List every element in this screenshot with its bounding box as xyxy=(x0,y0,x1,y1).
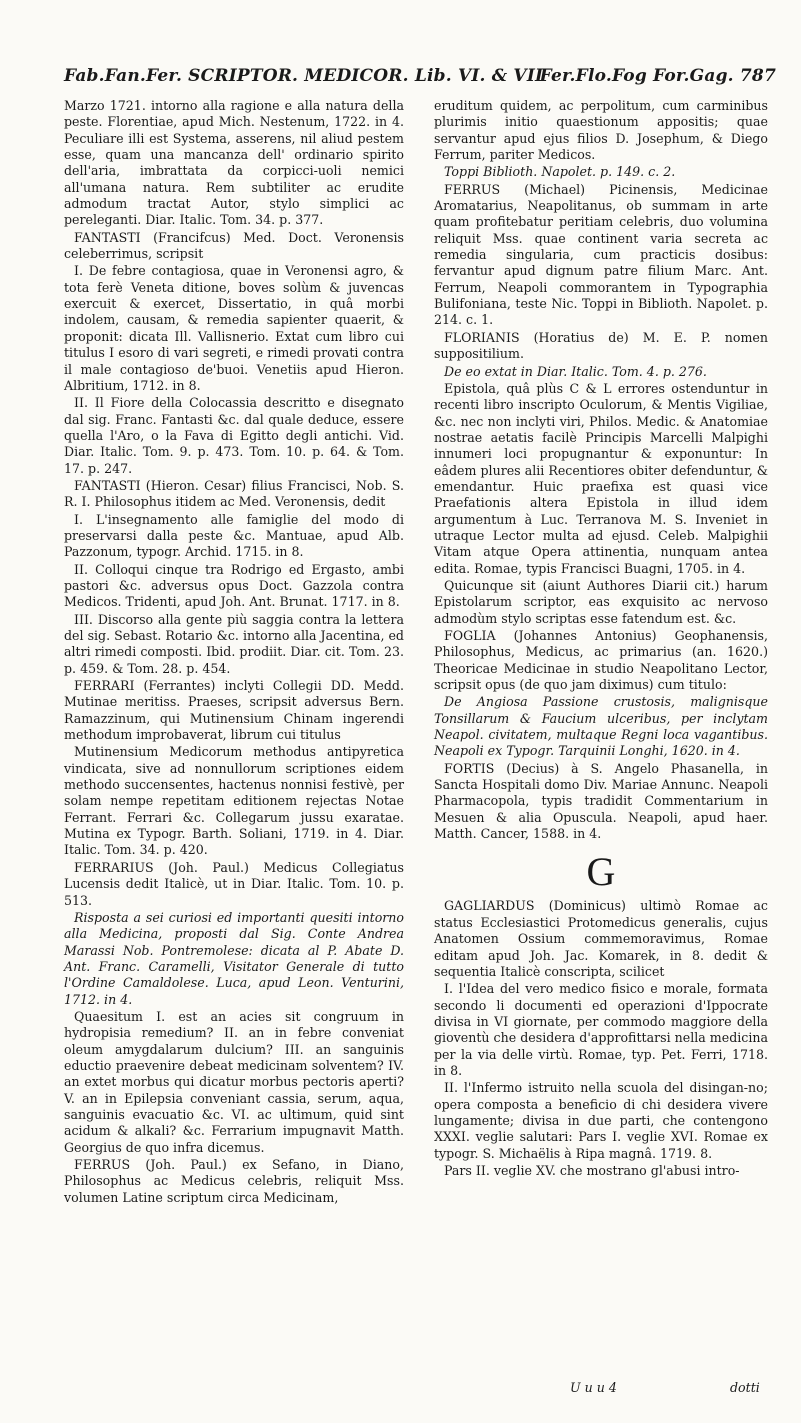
entry-16: Toppi Biblioth. Napolet. p. 149. c. 2. xyxy=(444,164,676,180)
signature-mark: U u u 4 xyxy=(570,1380,617,1395)
entry-25: GAGLIARDUS (Dominicus) ultimò Romae ac status Ecclesiastici Protomedicus generalis, cujus Anatomen Ossium commemoravimus, Romae editam apud Joh. Jac. Komarek, in 8. dedit & sequentia Italicè conscripta, scilicet xyxy=(434,898,768,979)
entry-9: FERRARI (Ferrantes) inclyti Collegii DD. Medd. Mutinae meritiss. Praeses, scripsit adversus Bern. Ramazzinum, qui Mutinensium Chinam ingerendi methodum improbaverat, librum cui titulus xyxy=(64,678,404,743)
entry-19: De eo extat in Diar. Italic. Tom. 4. p. 276. xyxy=(444,363,707,379)
left-column xyxy=(64,98,404,1207)
entry-28: Pars II. veglie XV. che mostrano gl'abusi intro- xyxy=(444,1162,740,1178)
entry-6: I. L'insegnamento alle famiglie del modo di preservarsi dalla peste &c. Mantuae, apud Alb. Pazzonum, typogr. Archid. 1715. in 8. xyxy=(64,511,404,560)
entry-15: eruditum quidem, ac perpolitum, cum carminibus plurimis initio quaestionum appositis; quae servantur apud ejus filios D. Josephum, & Diego Ferrum, pariter Medicos. xyxy=(434,98,768,163)
entry-3: I. De febre contagiosa, quae in Veronensi agro, & tota ferè Veneta ditione, boves solùm & juvencas exercuit & exercet, Dissertatio, in quâ morbi indolem, causam, & remedia sapienter quaerit, & proponit: dicata Ill. Vallisnerio. Extat cum libro cui titulus I esoro di vari segreti, e rimedi provati contra il male contagioso de'buoi. Venetiis apud Hieron. Albritium, 1712. in 8. xyxy=(64,263,404,393)
running-header xyxy=(64,66,784,96)
entry-5: FANTASTI (Hieron. Cesar) filius Francisci, Nob. S. R. I. Philosophus itidem ac Med. Veronensis, dedit xyxy=(64,477,404,510)
section-letter: G xyxy=(586,849,616,895)
entry-14: FERRUS (Joh. Paul.) ex Sefano, in Diano, Philosophus ac Medicus celebris, reliquit Mss. volumen Latine scriptum circa Medicinam, xyxy=(64,1157,404,1205)
entry-17: FERRUS (Michael) Picinensis, Medicinae Aromatarius, Neapolitanus, ob summam in arte quam profitebatur peritiam celebris, duo volumina reliquit Mss. quae continent varia secreta ac remedia singularia, cum practicis dosibus: fervantur apud dignum patre filium Marc. Ant. Ferrum, Neapoli commorantem in Typographia Bulifoniana, teste Nic. Toppi in Biblioth. Napolet. p. 214. c. 1. xyxy=(434,181,768,328)
entry-2: FANTASTI (Francifcus) Med. Doct. Veronensis celeberrimus, scripsit xyxy=(64,229,404,262)
right-column xyxy=(434,98,768,1180)
entry-8: III. Discorso alla gente più saggia contra la lettera del sig. Sebast. Rotario &c. intorno alla Jacentina, ed altri rimedi composti. Ibid. prodiit. Diar. cit. Tom. 23. p. 459. & Tom. 28. p. 454. xyxy=(64,611,404,676)
entry-22: FOGLIA (Johannes Antonius) Geophanensis, Philosophus, Medicus, ac primarius (an. 1620.) Theoricae Medicinae in studio Neapolitano Lector, scripsit opus (de quo jam diximus) cum titulo: xyxy=(434,628,768,693)
entry-24: FORTIS (Decius) à S. Angelo Phasanella, in Sancta Hospitali domo Div. Mariae Annunc. Neapoli Pharmacopola, typis tradidit Commentarium in Mesuen & alia Opuscula. Neapoli, apud haer. Matth. Cancer, 1588. in 4. xyxy=(434,760,768,842)
entry-13: Quaesitum I. est an acies sit congruum in hydropisia remedium? II. an in febre conveniat oleum amygdalarum dulcium? III. an sanguinis eductio praevenire debeat medicinam solventem? IV. an extet morbus qui dicatur morbus pectoris aperti? V. an in Epilepsia conveniant cassia, serum, aqua, sanguinis evacuatio &c. VI. ac ultimum, quid sint acidum & alkali? &c. Ferrarium impugnavit Matth. Georgius de quo infra dicemus. xyxy=(64,1008,404,1155)
entry-11: FERRARIUS (Joh. Paul.) Medicus Collegiatus Lucensis dedit Italicè, ut in Diar. Italic. Tom. 10. p. 513. xyxy=(64,859,404,908)
entry-10: Mutinensium Medicorum methodus antipyretica vindicata, sive ad nonnullorum scriptiones eidem methodo succensentes, hactenus nonnisi festivè, per solam nempe repetitam editionem rejectas Notae Ferrant. Ferrari &c. Collegarum jussu exaratae. Mutina ex Typogr. Barth. Soliani, 1719. in 4. Diar. Italic. Tom. 34. p. 420. xyxy=(64,744,404,858)
entry-21: Quicunque sit (aiunt Authores Diarii cit.) harum Epistolarum scriptor, eas exquisito ac nervoso admodùm stylo scriptas esse fatendum est. &c. xyxy=(434,577,768,626)
entry-4: II. Il Fiore della Colocassia descritto e disegnato dal sig. Franc. Fantasti &c. dal quale deduce, essere quella l'Aro, o la Fava di Egitto degli antichi. Vid. Diar. Italic. Tom. 9. p. 473. Tom. 10. p. 64. & Tom. 17. p. 247. xyxy=(64,395,404,476)
entry-26: I. l'Idea del vero medico fisico e morale, formata secondo li documenti ed operazioni d'Ippocrate divisa in VI giornate, per commodo maggiore della gioventù che desidera d'approfittarsi nella medicina per la via delle virtù. Romae, typ. Pet. Ferri, 1718. in 8. xyxy=(434,981,768,1078)
entry-20: Epistola, quâ plùs C & L errores ostenduntur in recenti libro inscripto Oculorum, & Mentis Vigiliae, &c. nec non inclyti viri, Philos. Medic. & Anatomiae nostrae aetatis facilè Principis Marcelli Malpighi innumeri loci propugnantur & exponuntur: In eâdem plures alii Recentiores obiter defenduntur, & emendantur. Huic praefixa est quasi vice Praefationis altera Epistola in illud idem argumentum à Luc. Terranova M. S. Inveniet in utraque Lector multa ad ejusd. Celeb. Malpighii Vitam atque Opera attinentia, nunquam antea edita. Romae, typis Francisci Buagni, 1705. in 4. xyxy=(434,380,768,576)
header-left: Fab.Fan.Fer. SCRIPTOR. MEDICOR. Lib. VI. & VII xyxy=(64,66,544,86)
entry-1: Marzo 1721. intorno alla ragione e alla natura della peste. Florentiae, apud Mich. Nestenum, 1722. in 4. Peculiare illi est Systema, asserens, nil aliud pestem esse, quam una mancanza dell' ordinario spirito dell'aria, imbrattata da corpicci-uoli nemici all'umana natura. Rem subtiliter ac erudite admodum tractat Autor, stylo simplici ac pereleganti. Diar. Italic. Tom. 34. p. 377. xyxy=(64,98,404,228)
catchword: dotti xyxy=(730,1380,760,1395)
header-right: Fer.Flo.Fog For.Gag. 787 xyxy=(539,66,776,86)
entry-18: FLORIANIS (Horatius de) M. E. P. nomen suppositilium. xyxy=(434,329,768,362)
entry-12: Risposta a sei curiosi ed importanti quesiti intorno alla Medicina, proposti dal Sig. Conte Andrea Marassi Nob. Pontremolese: dicata al P. Abate D. Ant. Franc. Caramelli, Visitator Generale di tutto l'Ordine Camaldolese. Luca, apud Leon. Venturini, 1712. in 4. xyxy=(64,909,404,1007)
entry-27: II. l'Infermo istruito nella scuola del disingan-no; opera composta a beneficio di chi desidera vivere lungamente; divisa in due parti, che contengono XXXI. veglie salutari: Pars I. veglie XVI. Romae ex typogr. S. Michaëlis à Ripa magnâ. 1719. 8. xyxy=(434,1080,768,1161)
entry-23: De Angiosa Passione crustosis, malignisque Tonsillarum & Faucium ulceribus, per inclytam Neapol. civitatem, multaque Regni loca vagantibus. Neapoli ex Typogr. Tarquinii Longhi, 1620. in 4. xyxy=(434,694,768,759)
entry-7: II. Colloqui cinque tra Rodrigo ed Ergasto, ambi pastori &c. adversus opus Doct. Gazzola contra Medicos. Tridenti, apud Joh. Ant. Brunat. 1717. in 8. xyxy=(64,561,404,610)
